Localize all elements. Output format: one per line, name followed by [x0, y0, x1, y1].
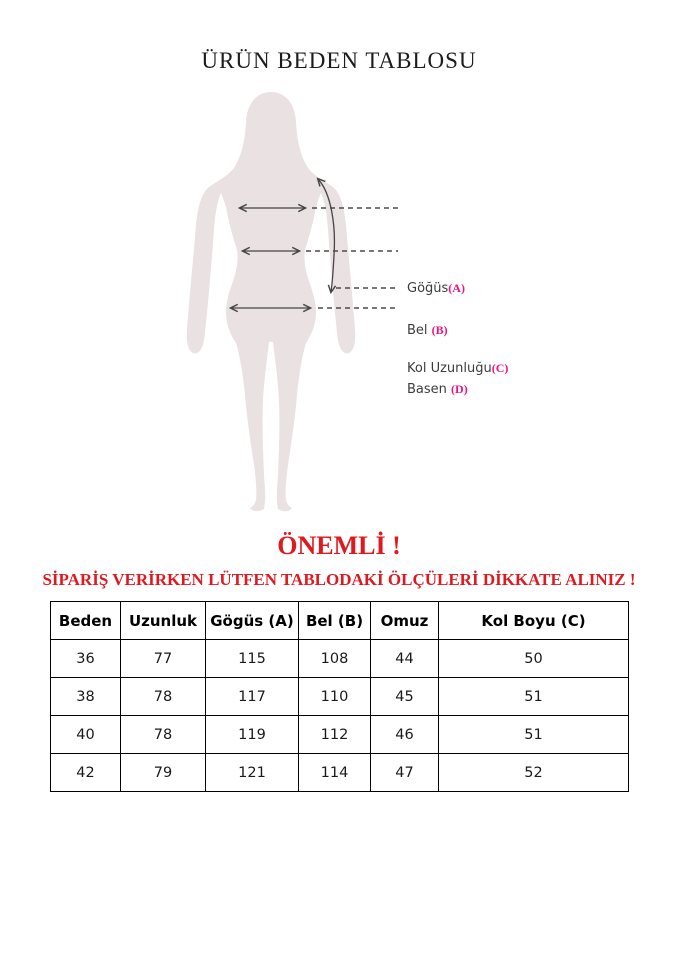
cell-omuz: 47 — [371, 754, 439, 792]
cell-kol-boyu: 50 — [439, 640, 629, 678]
cell-bel: 114 — [299, 754, 371, 792]
arm-length-measure-code: (C) — [491, 361, 509, 375]
cell-omuz: 46 — [371, 716, 439, 754]
cell-beden: 40 — [51, 716, 121, 754]
important-notice-heading: ÖNEMLİ ! — [277, 531, 401, 560]
cell-omuz: 44 — [371, 640, 439, 678]
header-omuz: Omuz — [371, 602, 439, 640]
chest-measure-label-text: Göğüs — [407, 281, 449, 296]
hip-measure-code: (D) — [451, 382, 468, 396]
arm-length-measure-label — [407, 360, 508, 377]
cell-bel: 110 — [299, 678, 371, 716]
table-row — [51, 678, 629, 716]
cell-bel: 112 — [299, 716, 371, 754]
arm-length-measure-label-text: Kol Uzunluğu — [407, 361, 492, 376]
cell-gogus: 121 — [206, 754, 299, 792]
cell-gogus: 119 — [206, 716, 299, 754]
header-kol-boyu: Kol Boyu (C) — [439, 602, 629, 640]
cell-omuz: 45 — [371, 678, 439, 716]
table-row — [51, 716, 629, 754]
header-bel: Bel (B) — [299, 602, 371, 640]
waist-measure-label — [407, 322, 448, 339]
female-silhouette-shape — [187, 92, 356, 511]
cell-uzunluk: 78 — [121, 678, 206, 716]
body-measurement-diagram — [0, 80, 678, 520]
cell-bel: 108 — [299, 640, 371, 678]
header-uzunluk: Uzunluk — [121, 602, 206, 640]
header-beden: Beden — [51, 602, 121, 640]
waist-measure-label-text: Bel — [407, 323, 432, 338]
cell-gogus: 117 — [206, 678, 299, 716]
size-table-header-row — [51, 602, 629, 640]
cell-beden: 36 — [51, 640, 121, 678]
cell-kol-boyu: 52 — [439, 754, 629, 792]
body-silhouette-figure — [0, 80, 678, 520]
cell-uzunluk: 79 — [121, 754, 206, 792]
chest-measure-label — [407, 280, 465, 297]
waist-measure-code: (B) — [431, 323, 448, 337]
table-row — [51, 754, 629, 792]
cell-kol-boyu: 51 — [439, 678, 629, 716]
chest-measure-code: (A) — [448, 281, 465, 295]
page-title: ÜRÜN BEDEN TABLOSU — [201, 48, 477, 73]
table-row — [51, 640, 629, 678]
cell-beden: 42 — [51, 754, 121, 792]
header-gogus: Gögüs (A) — [206, 602, 299, 640]
cell-kol-boyu: 51 — [439, 716, 629, 754]
cell-gogus: 115 — [206, 640, 299, 678]
cell-beden: 38 — [51, 678, 121, 716]
hip-measure-label-text: Basen — [407, 382, 452, 397]
cell-uzunluk: 78 — [121, 716, 206, 754]
important-notice-subheading: SİPARİŞ VERİRKEN LÜTFEN TABLODAKİ ÖLÇÜLERİ DİKKATE ALINIZ ! — [42, 570, 636, 589]
size-table — [50, 601, 629, 792]
hip-measure-label — [407, 381, 468, 398]
cell-uzunluk: 77 — [121, 640, 206, 678]
